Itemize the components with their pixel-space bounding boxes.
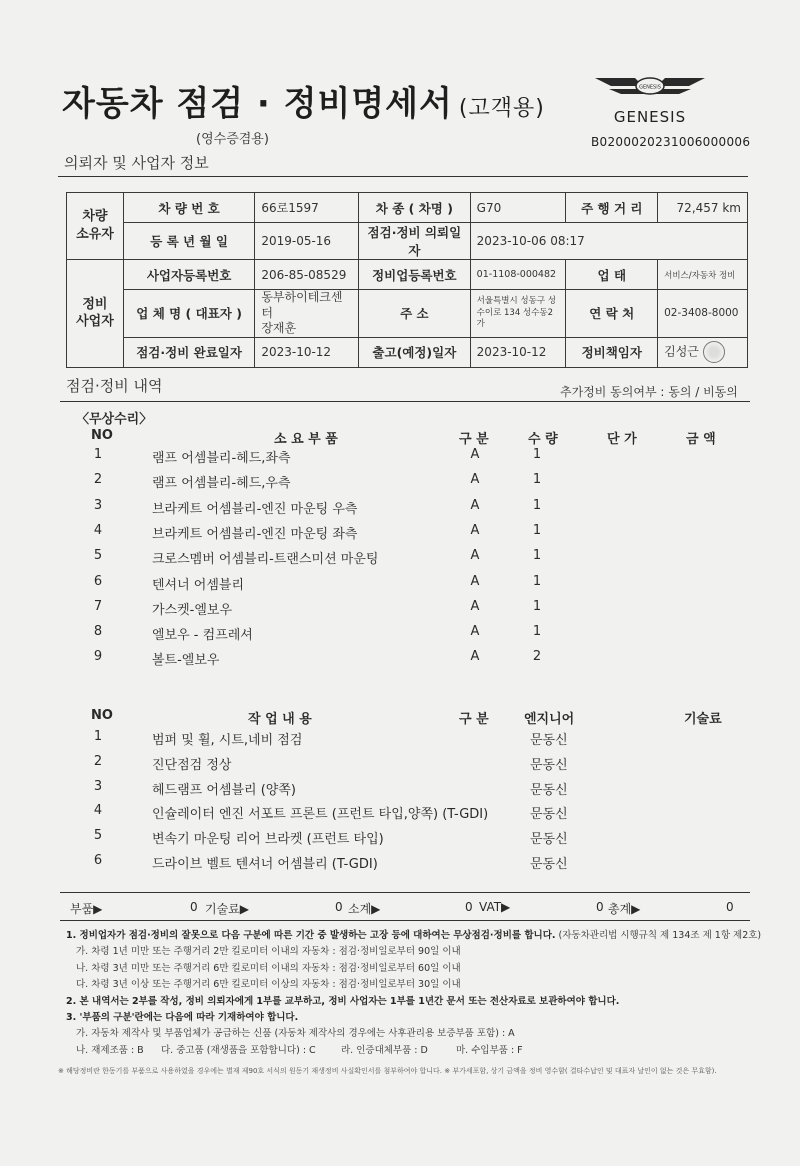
contact: 02-3408-8000 [658, 290, 748, 338]
biz-type-label: 업 태 [566, 260, 658, 290]
company: 동부하이테크센터 [261, 290, 343, 320]
request-date-label: 점검·정비 의뢰일자 [359, 223, 471, 260]
note-2: 2. 본 내역서는 2부를 작성, 정비 의뢰자에게 1부를 교부하고, 정비 사업자는 1부를 1년간 문서 또는 전산자료로 보관하여야 합니다. [66, 995, 620, 1007]
company-cell [255, 290, 359, 338]
part-type: A [470, 522, 480, 538]
reg-date: 2019-05-16 [255, 223, 359, 260]
release-date-label: 출고(예정)일자 [359, 337, 471, 367]
note-3b1: 나. 재제조품 : B [76, 1044, 144, 1056]
part-name: 브라케트 어셈블리-엔진 마운팅 좌측 [152, 526, 358, 542]
manager-cell [658, 337, 748, 367]
part-no: 8 [93, 624, 103, 640]
labor-desc: 드라이브 벨트 텐셔너 어셈블리 (T-GDI) [152, 857, 378, 872]
divider [60, 892, 750, 893]
part-type: A [470, 573, 480, 589]
labor-col-engineer: 엔지니어 [524, 712, 575, 727]
complete-date-label: 점검·정비 완료일자 [123, 337, 254, 367]
part-no: 6 [93, 573, 103, 589]
note-3b3: 라. 인증대체부품 : D [341, 1044, 428, 1056]
biz-type: 서비스/자동차 정비 [658, 260, 748, 290]
note-3a: 가. 자동차 제작사 및 부품업체가 공급하는 신품 (자동차 제작사의 경우에는 사후관리용 보증부품 포함) : A [76, 1028, 515, 1040]
labor-row [0, 754, 800, 779]
labor-desc: 인슐레이터 엔진 서포트 프론트 (프런트 타입,양쪽) (T-GDI) [152, 807, 489, 823]
part-qty: 1 [532, 497, 542, 513]
page-title: 자동차 점검 · 정비명세서 (고객용) [62, 84, 545, 124]
part-no: 5 [93, 548, 103, 564]
labor-col-fee: 기술료 [684, 712, 722, 727]
part-no: 4 [93, 522, 103, 538]
part-no: 7 [93, 598, 103, 614]
complete-date: 2023-10-12 [255, 337, 359, 367]
mileage: 72,457 km [658, 193, 748, 223]
owner-group-label: 차량 소유자 [67, 193, 124, 260]
part-name: 램프 어셈블리-헤드,우측 [152, 476, 291, 492]
part-name: 브라케트 어셈블리-엔진 마운팅 우측 [152, 501, 358, 517]
total-labor: 0 [335, 900, 343, 914]
part-name: 램프 어셈블리-헤드,좌측 [152, 451, 291, 466]
biz-no: 206-85-08529 [255, 260, 359, 290]
note-3b4: 마. 수입부품 : F [456, 1044, 523, 1056]
part-type: A [470, 548, 480, 564]
part-type: A [470, 598, 480, 614]
labor-no: 5 [93, 828, 103, 844]
note-3b2: 다. 중고품 (재생품을 포함합니다) : C [161, 1044, 316, 1056]
biz-no-label: 사업자등록번호 [123, 260, 254, 290]
parts-col-no: NO [91, 428, 113, 443]
labor-row [0, 803, 800, 828]
mileage-label: 주 행 거 리 [566, 193, 658, 223]
labor-no: 1 [93, 729, 103, 744]
divider [58, 176, 748, 177]
contact-label: 연 락 처 [566, 290, 658, 338]
document-number: B0200020231006000006 [591, 135, 751, 149]
labor-no: 2 [93, 753, 103, 769]
labor-row [0, 828, 800, 853]
part-qty: 1 [532, 522, 542, 538]
labor-engineer: 문동신 [530, 757, 568, 773]
parts-row [0, 472, 800, 497]
vehicle-no: 66로1597 [255, 193, 359, 223]
labor-no: 6 [93, 853, 103, 868]
divider [60, 401, 750, 402]
brand-name: GENESIS [613, 108, 687, 126]
address-cell [470, 290, 566, 338]
parts-row [0, 624, 800, 649]
note-3b [66, 1043, 756, 1059]
parts-row [0, 649, 800, 674]
labor-no: 3 [93, 778, 103, 794]
labor-engineer: 문동신 [530, 832, 568, 848]
part-qty: 1 [532, 624, 542, 640]
free-repair-label: 〈무상수리〉 [76, 412, 153, 427]
parts-col-price: 단 가 [607, 432, 637, 447]
part-name: 볼트-엘보우 [152, 653, 220, 669]
note-1a: 가. 차령 1년 미만 또는 주행거리 2만 킬로미터 이내의 자동차 : 점검·정비일로부터 90일 이내 [76, 946, 461, 958]
subtotal: 0 [465, 900, 473, 914]
subtotal-label: 소계▶ [348, 902, 381, 916]
labor-desc: 진단점검 정상 [152, 757, 232, 773]
repair-reg: 01-1108-000482 [470, 260, 566, 290]
vehicle-no-label: 차 량 번 호 [123, 193, 254, 223]
labor-col-no: NO [91, 708, 113, 723]
part-no: 1 [93, 447, 103, 462]
note-1c: 다. 차령 3년 이상 또는 주행거리 6만 킬로미터 이상의 자동차 : 점검·정비일로부터 30일 이내 [76, 979, 461, 991]
genesis-wings-icon [591, 74, 709, 102]
parts-row [0, 498, 800, 523]
parts-row [0, 548, 800, 573]
repair-reg-label: 정비업등록번호 [359, 260, 471, 290]
labor-desc: 헤드램프 어셈블리 (양쪽) [152, 782, 296, 798]
labor-engineer: 문동신 [530, 782, 568, 798]
manager: 김성근 [664, 344, 699, 359]
note-1b: 나. 차령 3년 미만 또는 주행거리 6만 킬로미터 이내의 자동차 : 점검·정비일로부터 60일 이내 [76, 962, 461, 974]
total-labor-label: 기술료▶ [205, 902, 250, 916]
labor-col-desc: 작 업 내 용 [248, 712, 312, 727]
address-line2: 수이로 134 성수동2가 [476, 307, 553, 330]
part-qty: 1 [532, 573, 542, 589]
title-suffix: (고객용) [458, 96, 545, 121]
labor-engineer: 문동신 [530, 733, 568, 748]
parts-col-qty: 수 량 [528, 432, 558, 447]
work-section-heading: 점검·정비 내역 [66, 377, 163, 395]
model-label: 차 종 ( 차명 ) [359, 193, 471, 223]
reg-date-label: 등 록 년 월 일 [123, 223, 254, 260]
note-3: 3. '부품의 구분'란에는 다음에 따라 기재하여야 합니다. [66, 1012, 299, 1024]
part-qty: 1 [532, 472, 542, 488]
total: 0 [726, 900, 734, 914]
parts-col-name: 소 요 부 품 [274, 432, 338, 447]
info-table [66, 192, 748, 368]
part-no: 3 [93, 497, 103, 513]
request-date: 2023-10-06 08:17 [470, 223, 747, 260]
parts-row [0, 523, 800, 548]
model: G70 [470, 193, 566, 223]
total-parts-label: 부품▶ [70, 902, 103, 916]
part-type: A [470, 649, 480, 665]
vat: 0 [596, 900, 604, 914]
part-qty: 2 [532, 649, 542, 665]
labor-row [0, 729, 800, 754]
part-no: 2 [93, 472, 103, 488]
part-name: 가스켓-엘보우 [152, 602, 233, 618]
divider [60, 920, 750, 921]
labor-desc: 변속기 마운팅 리어 브라켓 (프런트 타입) [152, 832, 384, 848]
business-group-label: 정비 사업자 [67, 260, 124, 368]
vat-label: VAT▶ [479, 900, 511, 914]
footer-note: ※ 해당정비란 한동기를 부품으로 사용하였을 경우에는 별재 제90호 서식의 원동기 재생정비 사실확인서를 첨부하여야 합니다. ※ 부가세포함, 상기 금액을 정비 영수함( 결타수납인 및 대표자 날인이 없는 것은 무효함). [58, 1067, 717, 1075]
part-type: A [470, 624, 480, 640]
part-qty: 1 [532, 548, 542, 564]
note-1-ref: (자동차관리법 시행규칙 제 134조 제 1항 제2호) [558, 930, 762, 941]
address-label: 주 소 [359, 290, 471, 338]
receipt-label: (영수증겸용) [196, 132, 269, 147]
parts-row [0, 447, 800, 472]
labor-engineer: 문동신 [530, 857, 568, 872]
total-parts: 0 [190, 900, 198, 914]
seal-stamp-icon [703, 341, 725, 363]
part-name: 크로스멤버 어셈블리-트랜스미션 마운팅 [152, 552, 379, 568]
company-label: 업 체 명 ( 대표자 ) [123, 290, 254, 338]
notes [66, 928, 762, 1059]
parts-col-type: 구 분 [459, 432, 489, 447]
consent-text: 추가정비 동의여부 : 동의 / 비동의 [560, 385, 738, 399]
release-date: 2023-10-12 [470, 337, 566, 367]
manager-label: 정비책임자 [566, 337, 658, 367]
labor-no: 4 [93, 803, 103, 819]
part-type: A [470, 447, 480, 462]
total-label: 총계▶ [608, 902, 641, 916]
labor-row [0, 853, 800, 878]
parts-row [0, 574, 800, 599]
part-no: 9 [93, 649, 103, 665]
note-1: 1. 정비업자가 점검·정비의 잘못으로 다음 구분에 따른 기간 중 발생하는 고장 등에 대하여는 무상점검·정비를 합니다. (자동차관리법 시행규칙 제 134조 제 1항 제2호) [66, 930, 762, 941]
representative: 장재훈 [261, 321, 297, 336]
labor-col-type: 구 분 [459, 712, 489, 727]
part-name: 텐셔너 어셈블리 [152, 577, 245, 593]
brand-badge: GENESIS [639, 84, 661, 91]
part-qty: 1 [532, 447, 542, 462]
part-type: A [470, 497, 480, 513]
labor-engineer: 문동신 [530, 807, 568, 823]
address-line1: 서울특별시 성동구 성 [476, 296, 556, 307]
labor-desc: 범퍼 및 휠, 시트,네비 점검 [152, 733, 303, 748]
brand-logo [580, 74, 720, 126]
labor-row [0, 779, 800, 804]
parts-row [0, 599, 800, 624]
part-name: 엘보우 - 컴프레셔 [152, 628, 253, 644]
parts-col-amount: 금 액 [686, 432, 716, 447]
info-section-heading: 의뢰자 및 사업자 정보 [64, 154, 209, 172]
part-qty: 1 [532, 598, 542, 614]
part-type: A [470, 472, 480, 488]
